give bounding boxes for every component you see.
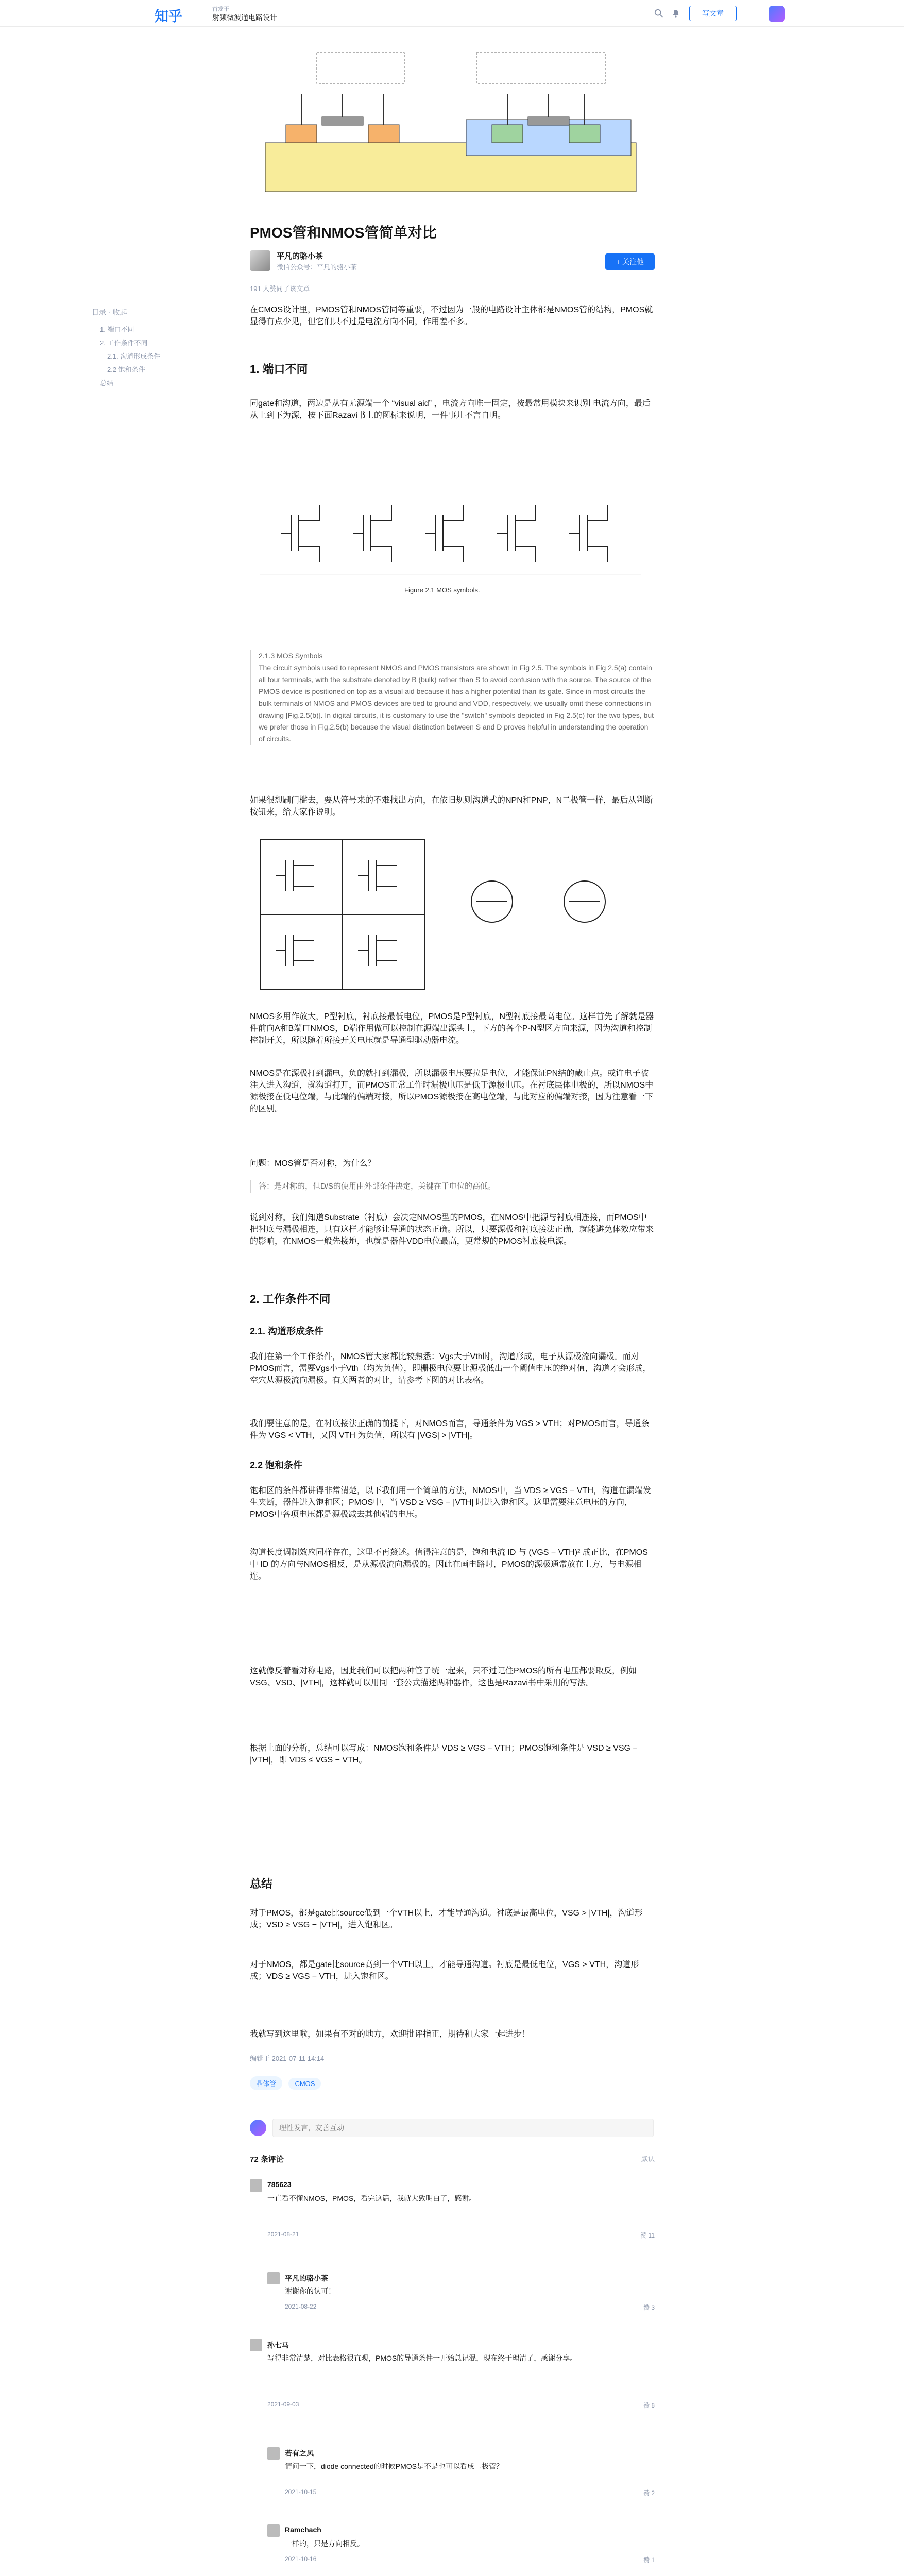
commenter-name[interactable]: Ramchach — [285, 2526, 321, 2534]
article-paragraph: 对于PMOS，都是gate比source低到一个VTH以上，才能导通沟道。衬底是最高电位，VSG > |VTH|，沟道形成；VSD ≥ VSG − |VTH|，进入饱和区。 — [250, 1909, 643, 1929]
commenter-avatar[interactable] — [267, 2272, 280, 2284]
commenter-name[interactable]: 785623 — [267, 2180, 292, 2189]
commenter-avatar[interactable] — [250, 2339, 262, 2351]
topic-tag[interactable]: 晶体管 — [250, 2076, 282, 2090]
article-paragraph: 我们要注意的是，在衬底接法正确的前提下，对NMOS而言，导通条件为 VGS > VTH；对PMOS而言，导通条件为 VGS < VTH，又因 VTH 为负值，所以有 |VGS| > |VTH|。 — [250, 1419, 650, 1440]
current-user-avatar — [250, 2120, 266, 2136]
column-title[interactable]: 射频微波通电路设计 — [212, 13, 277, 22]
comment-text: 请问一下，diode connected的时候PMOS是不是也可以看成二极管？ — [285, 2462, 503, 2470]
comment-like-button[interactable]: 赞 2 — [643, 2489, 655, 2497]
comment-like-button[interactable]: 赞 8 — [643, 2402, 655, 2409]
article-paragraph: 沟道长度调制效应同样存在，这里不再赘述。值得注意的是，饱和电流 ID 与 (VGS − VTH)² 成正比，在PMOS中 ID 的方向与NMOS相反，是从源极流向漏极的。因此在画电路时，PMOS的源极通常放在上方，与电源相连。 — [250, 1548, 648, 1581]
commenter-name[interactable]: 若有之风 — [285, 2449, 314, 2458]
article-paragraph: 如果很想刷门槛去，要从符号来的不难找出方向，在依旧规则沟道式的NPN和PNP，N二极管一样，最后从判断按钮来，给大家作说明。 — [250, 796, 653, 817]
comment-meta: 2021-08-22 — [285, 2303, 317, 2310]
commenter-avatar[interactable] — [267, 2447, 280, 2460]
topic-tag[interactable]: CMOS — [288, 2078, 321, 2090]
search-icon[interactable] — [654, 9, 663, 18]
subsection-heading: 2.2 饱和条件 — [250, 1460, 303, 1470]
figure-caption: Figure 2.1 MOS symbols. — [404, 586, 480, 594]
article-paragraph: 对于NMOS，都是gate比source高到一个VTH以上，才能导通沟道。衬底是最低电位，VGS > VTH，沟道形成；VDS ≥ VGS − VTH，进入饱和区。 — [250, 1960, 639, 1981]
tag-list — [250, 2076, 655, 2090]
comment-item — [250, 2339, 655, 2442]
article-cover-image — [250, 32, 655, 202]
article-paragraph: NMOS多用作放大，P型衬底，衬底接最低电位，PMOS是P型衬底，N型衬底接最高电位。这样首先了解就是器件前向A和B端口NMOS，D端作用做可以控制在源端出源头上，下方的各个P-N型区方向来源，因为沟道和控制控制开关，所以随着所接开关电压就是导通型驱动器电流。 — [250, 1012, 654, 1045]
answer-quote: 答：是对称的，但D/S的使用由外部条件决定，关键在于电位的高低。 — [250, 1180, 655, 1193]
zhihu-logo[interactable]: 知乎 — [155, 9, 182, 24]
comment-text: 一直看不懂NMOS，PMOS，看完这篇，我就大致明白了，感谢。 — [267, 2194, 476, 2202]
comment-meta: 2021-09-03 — [267, 2401, 299, 2408]
toc-item[interactable]: 2.1. 沟道形成条件 — [107, 352, 161, 360]
comment-meta: 2021-10-15 — [285, 2488, 317, 2496]
comment-like-button[interactable]: 赞 1 — [643, 2556, 655, 2564]
comment-item — [250, 2179, 655, 2262]
comment-reply — [267, 2447, 655, 2514]
subsection-heading: 2.1. 沟道形成条件 — [250, 1326, 324, 1336]
comment-like-button[interactable]: 赞 3 — [643, 2304, 655, 2311]
comment-list — [250, 2179, 655, 2576]
edit-time: 编辑于 2021-07-11 14:14 — [250, 2055, 325, 2062]
section-heading: 1. 端口不同 — [250, 363, 308, 376]
comment-meta: 2021-10-16 — [285, 2555, 317, 2563]
follow-button[interactable]: + 关注他 — [605, 253, 655, 270]
article-title: PMOS管和NMOS管简单对比 — [250, 225, 437, 241]
author-card — [250, 247, 655, 276]
toc-header: 目录 · 收起 — [92, 308, 127, 316]
toc-item[interactable]: 2. 工作条件不同 — [100, 339, 148, 347]
article-paragraph: 根据上面的分析，总结可以写成：NMOS饱和条件是 VDS ≥ VGS − VTH；PMOS饱和条件是 VSD ≥ VSG − |VTH|，即 VDS ≤ VGS − VTH。 — [250, 1744, 638, 1765]
question-text: 问题：MOS管是否对称，为什么？ — [250, 1159, 376, 1168]
article-paragraph: 说到对称，我们知道Substrate（衬底）会决定NMOS型的PMOS，在NMOS中把源与衬底相连接，而PMOS中把衬底与漏极相连，只有这样才能够让导通的状态正确。所以，只要源极和衬底接法正确，就能避免体效应带来的影响，在NMOS一般先接地，也就是器件VDD电位最高，更常规的PMOS衬底接电源。 — [250, 1213, 654, 1246]
comment-input-row — [250, 2117, 655, 2138]
author-bio: 微信公众号：平凡的骆小茶 — [277, 263, 357, 271]
comment-meta: 2021-08-21 — [267, 2231, 299, 2238]
article-paragraph: 同gate和沟道，两边是从有无源端一个 “visual aid” ，电流方向唯一固定，按最常用模块来识别 电流方向，最后从上到下为源，按下面Razavi书上的图标来说明，一件事儿不言自明。 — [250, 399, 651, 420]
article-intro: 在CMOS设计里，PMOS管和NMOS管同等重要，不过因为一般的电路设计主体都是NMOS管的结构，PMOS就显得有点少见，但它们只不过是电流方向不同，作用差不多。 — [250, 306, 653, 326]
column-label: 首发于 — [212, 6, 229, 12]
article-paragraph: 饱和区的条件都讲得非常清楚，以下我们用一个简单的方法，NMOS中，当 VDS ≥ VGS − VTH，沟道在漏端发生夹断，器件进入饱和区；PMOS中，当 VSD ≥ VSG − |VTH| 时进入饱和区。这里需要注意电压的方向，PMOS中各项电压都是源极减去其他端的电压。 — [250, 1486, 652, 1519]
article-paragraph: 这就像反着看对称电路，因此我们可以把两种管子统一起来，只不过记住PMOS的所有电压都要取反，例如 VSG、VSD、|VTH|，这样就可以用同一套公式描述两种器件，这也是Razavi书中采用的写法。 — [250, 1667, 637, 1687]
mos-symbols-figure — [250, 474, 655, 629]
table-of-contents — [92, 307, 220, 392]
agree-count: 191 人赞同了该文章 — [250, 285, 310, 293]
commenter-avatar[interactable] — [267, 2524, 280, 2537]
bell-icon[interactable] — [671, 8, 681, 18]
comment-like-button[interactable]: 赞 11 — [640, 2232, 655, 2239]
comment-reply — [267, 2272, 655, 2329]
author-avatar[interactable] — [250, 250, 270, 271]
comment-input[interactable] — [272, 2119, 654, 2137]
top-bar — [0, 0, 904, 27]
toc-item[interactable]: 1. 端口不同 — [100, 326, 134, 333]
commenter-avatar[interactable] — [250, 2179, 262, 2192]
user-avatar[interactable] — [769, 6, 785, 22]
commenter-name[interactable]: 孙七马 — [267, 2341, 289, 2349]
comment-text: 一样的，只是方向相反。 — [285, 2539, 364, 2548]
toc-item[interactable]: 总结 — [100, 379, 114, 387]
comment-text: 谢谢你的认可！ — [285, 2287, 335, 2295]
article-paragraph: NMOS是在源极打到漏电，负的就打到漏极，所以漏极电压要拉足电位，才能保证PN结的截止点。或许电子被注入进入沟道，就沟道打开，而PMOS正常工作时漏极电压是低于源极电压。在衬底层体电极的，所以NMOS中源极接在低电位端，与此端的偏端对接，所以PMOS源极接在高电位端，与此对应的偏端对接，因为注意看一下的区别。 — [250, 1069, 654, 1113]
author-name[interactable]: 平凡的骆小茶 — [277, 252, 323, 261]
article-paragraph: 我们在第一个工作条件，NMOS管大家都比较熟悉：Vgs大于Vth时，沟道形成，电子从源极流向漏极。而对PMOS而言，需要Vgs小于Vth（均为负值），即栅极电位要比源极低出一个阈值电压的绝对值，沟道才会形成，空穴从源极流向漏极。有关两者的对比，请参考下图的对比表格。 — [250, 1352, 651, 1385]
toc-item[interactable]: 2.2 饱和条件 — [107, 366, 145, 374]
mosfet-types-figure — [250, 835, 655, 994]
comment-count: 72 条评论 — [250, 2155, 284, 2164]
comment-sort[interactable]: 默认 — [641, 2155, 655, 2163]
comment-text: 写得非常清楚，对比表格很直观，PMOS的导通条件一开始总记混，现在终于理清了，感谢分享。 — [267, 2354, 577, 2362]
section-heading: 总结 — [250, 1877, 273, 1890]
quote-block: 2.1.3 MOS Symbols The circuit symbols used to represent NMOS and PMOS transistors are shown in Fig 2.5. The symbols in Fig 2.5(a) contain all four terminals, with the substrate denoted by B (bulk) rather than S to avoid confusion with the source. The source of the PMOS device is positioned on top as a visual aid because it has a higher potential than its gate. Since in most circuits the bulk terminals of NMOS and PMOS devices are tied to ground and VDD, respectively, we usually omit these connections in drawing [Fig.2.5(b)]. In digital circuits, it is customary to use the "switch" symbols depicted in Fig 2.5(c) for the two types, but we prefer those in Fig.2.5(b) because the visual distinction between S and D proves helpful in understanding the operation of circuits. — [250, 650, 655, 745]
write-article-button[interactable]: 写文章 — [689, 6, 737, 21]
commenter-name[interactable]: 平凡的骆小茶 — [285, 2274, 328, 2282]
toc-collapse-button[interactable]: 收起 — [112, 308, 127, 316]
comment-reply — [267, 2524, 655, 2576]
section-heading: 2. 工作条件不同 — [250, 1293, 331, 1306]
article-paragraph: 我就写到这里啦，如果有不对的地方，欢迎批评指正，期待和大家一起进步！ — [250, 2030, 531, 2039]
